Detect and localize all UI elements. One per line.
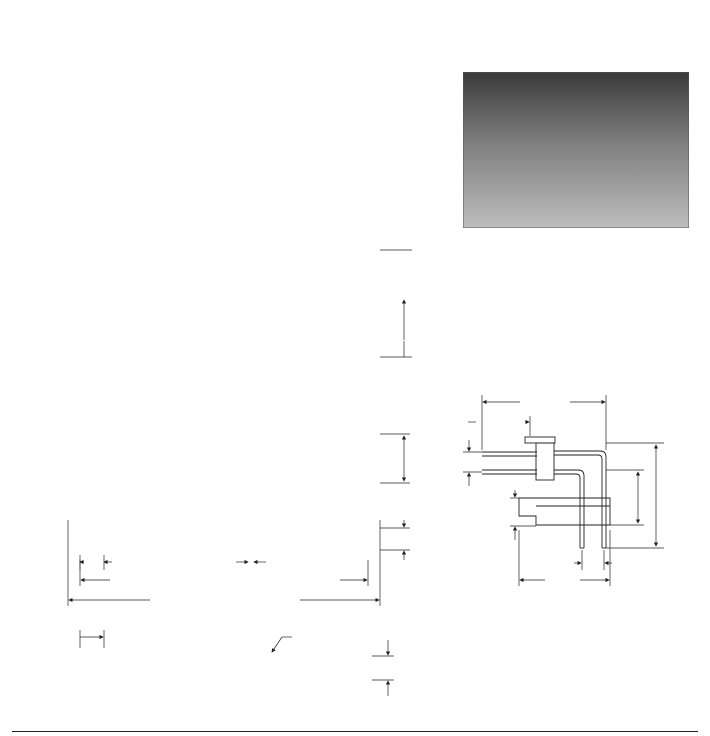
- dim-pitch: [80, 555, 266, 570]
- dim-pcb-pitch: [80, 630, 104, 648]
- dim-tail-height: [380, 520, 410, 560]
- dim-side-row-pitch: [463, 440, 482, 486]
- dim-positions-span: [68, 520, 380, 606]
- dim-contacts-span: [80, 560, 368, 586]
- dim-side-standoff: [510, 490, 536, 540]
- dim-side-width: [482, 395, 606, 450]
- dim-side-total: [606, 443, 664, 548]
- dim-side-a: [606, 470, 644, 525]
- dim-side-tail-pitch: [574, 550, 612, 570]
- dim-body-height: [380, 434, 410, 483]
- dim-front-height: [380, 250, 412, 357]
- bottom-divider: [12, 731, 698, 732]
- side-view: [482, 437, 610, 548]
- dim-pcb-row-pitch: [372, 640, 394, 696]
- dim-side-depth: [519, 530, 610, 586]
- dim-hole-dia: [272, 637, 292, 652]
- dim-side-b: [468, 416, 530, 436]
